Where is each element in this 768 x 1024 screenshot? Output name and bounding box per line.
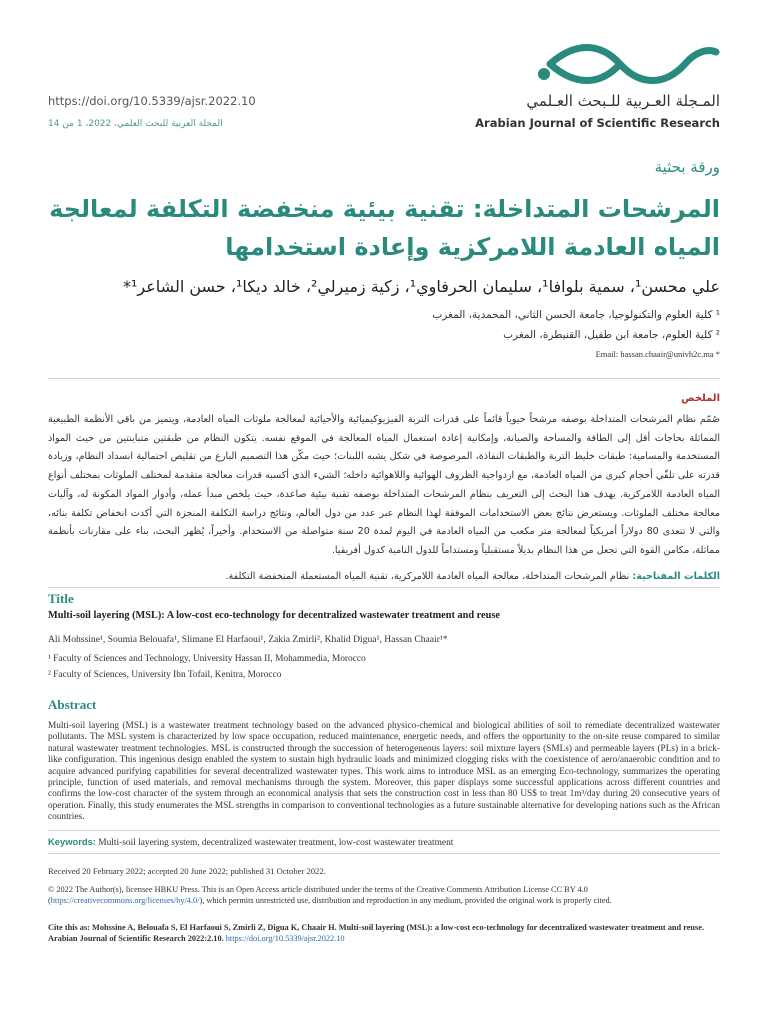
cite-label: Cite this as:	[48, 923, 90, 932]
divider	[48, 853, 720, 854]
divider	[48, 830, 720, 831]
cite-text: Mohssine A, Belouafa S, El Harfaoui S, Zmirli Z, Digua K, Chaair H. Multi-soil layering (MSL): a low-cost eco-technology for decentralized wastewater treatment and reuse. Arabian Journal of Scientific Research 2022:2.10.	[48, 923, 705, 944]
keywords-label-en: Keywords:	[48, 836, 96, 847]
article-title-en: Multi-soil layering (MSL): A low-cost eco-technology for decentralized wastewater treatment and reuse	[48, 610, 500, 621]
affiliation-ar-2: ² كلية العلوم، جامعة ابن طفيل، القنيطرة، المغرب	[503, 329, 720, 341]
title-heading-en: Title	[48, 591, 74, 606]
abstract-body-ar: صُمّم نظام المرشحات المتداخلة بوصفه مرشحاً حيوياً قائماً على قدرات التربة الفيزيوكيميائية والأحيائية لمعالجة ملوثات المياه العادمة، ويتميز من باقي الأنظمة الطبيعية المماثلة بحاجات أقل إلى الطاقة والمساحة والصيانة، وإمكانية إعادة استعمال المياه المعالجة في الموقع نفسه. يتكون النظام من طبقتين متباينتين من حيث المواد المستخدمة والمسامية: طبقات خليط التربة والطبقات النفاذة، المرصوصة في شكل يشبه اللبنات؛ حيث مكّن هذا التصميم البارع من تقليص احتمالية انسداد النظام، وزيادة قدرته على تلقّي أحجام كبرى من المياه العادمة، مع ازدواجية الظروف الهوائية واللاهوائية داخله؛ الشيء الذي أكسبه قدرات معالجة متقدمة لمختلف الملوثات بمختلف أنواع المياه العادمة اللامركزية. يهدف هذا البحث إلى التعريف بنظام المرشحات المتداخلة بوصفه تقنية بيئية صاعدة، حيث يلخص مبدأ عمله، وأدوار المواد المكونة له، وآليات معالجة مختلف الملوثات. ويستعرض نتائج بعض الاستخدامات الموفقة لهذا النظام عبر عدد من دول العالم، ونتائج دراسة التكلفة المنجزة التي أكدت انخفاض تكلفة بنائه، والتي لا تتعدى 80 دولاراً أمريكياً لمعالجة متر مكعب من المياه العادمة في اليوم لمدة 20 سنة متواصلة من الاستخدام. وأخيراً، يُظهر البحث، بناء على مقارنات بأنظمة مماثلة، مكامن القوة التي تجعل من هذا النظام بديلاً مستقبلياً ومستداماً للدول النامية كدول أفريقيا.	[48, 414, 720, 556]
keywords-text-en: Multi-soil layering system, decentralized wastewater treatment, low-cost wastewater treatment	[98, 838, 454, 848]
affiliation-ar-1: ¹ كلية العلوم والتكنولوجيا، جامعة الحسن الثاني، المحمدية، المغرب	[432, 309, 720, 321]
keywords-ar	[48, 571, 720, 582]
affiliation-en-1: ¹ Faculty of Sciences and Technology, University Hassan II, Mohammedia, Morocco	[48, 654, 366, 664]
keywords-text-ar: نظام المرشحات المتداخلة، معالجة المياه العادمة اللامركزية، تقنية المياه المستعملة المنخفضة التكلفة.	[225, 571, 630, 582]
abstract-body-en: Multi-soil layering (MSL) is a wastewater treatment technology based on the advanced physico-chemical and biological abilities of soil to remediate decentralized wastewater pollutants. The MSL system is characterized by low space occupation, reduced maintenance, energetic needs, and offers the opportunity to the on-site reuse compared to similar natural wastewater treatment technologies. MSL is constructed through the succession of heterogeneous layers: soil mixture layers (SMLs) and permeable layers (PLs) in a brick-like configuration. This ingenious design enabled the system to sustain high hydraulic loads and minimized clogging risks with the coexistence of aero/anaerobic condition and to acquire advanced purifying capabilities for several decentralized wastewater types. This work aims to introduce MSL as an emerging Eco-technology, summarizes the operating principle, function of used materials, and removal mechanisms through the system. Moreover, this paper displays some successful applications across different countries and confirms the low-cost character of the system through an economical analysis that sets the construction cost in less than 80 US$ to treat 1m³/day during 20 consecutive years of operation. Finally, this study enumerates the MSL strengths in comparison to conventional technologies as a future sustainable alternative for developing nations such as the African countries.	[48, 721, 720, 823]
citation	[48, 922, 720, 944]
corresponding-email[interactable]: Email: hassan.chaair@univh2c.ma *	[595, 349, 720, 359]
received-dates: Received 20 February 2022; accepted 20 June 2022; published 31 October 2022.	[48, 866, 326, 876]
divider	[48, 587, 720, 588]
authors-en: Ali Mohssine¹, Soumia Belouafa¹, Slimane El Harfaoui¹, Zakia Zmirli², Khalid Digua¹, Hassan Chaair¹*	[48, 634, 448, 645]
page-info: المجلة العربية للبحث العلمي، 2022، 1 من 14	[48, 119, 223, 129]
license-prefix: © 2022 The Author(s), licensee HBKU Press. This is an Open Access article distributed under the terms of the Creative Comments Attribution License CC BY 4.0 (	[48, 885, 588, 906]
abstract-heading-en: Abstract	[48, 697, 97, 712]
license-suffix: ), which permits unrestricted use, distribution and reproduction in any medium, provided the original work is properly cited.	[199, 896, 612, 906]
doi-link[interactable]: https://doi.org/10.5339/ajsr.2022.10	[48, 94, 256, 108]
article-type: ورقة بحثية	[654, 158, 720, 176]
keywords-en	[48, 836, 720, 848]
authors-ar: علي محسن¹، سمية بلوافا¹، سليمان الحرفاوي¹، زكية زميرلي²، خالد ديكا¹، حسن الشاعر¹*	[123, 277, 720, 296]
affiliation-en-2: ² Faculty of Sciences, University Ibn Tofail, Kenitra, Morocco	[48, 670, 282, 680]
journal-name-en: Arabian Journal of Scientific Research	[475, 116, 720, 130]
journal-logo	[475, 38, 720, 134]
journal-logo-mark	[480, 38, 720, 94]
cite-doi-link[interactable]: https://doi.org/10.5339/ajsr.2022.10	[225, 934, 345, 944]
journal-name-ar: المـجلة العـربية للـبحث العـلمي	[526, 92, 720, 110]
keywords-label-ar: الكلمات المفتاحية:	[632, 571, 720, 582]
abstract-heading-ar: الملخص	[681, 393, 720, 404]
license-link[interactable]: https://creativecommons.org/licenses/by/4.0/	[50, 896, 200, 906]
divider	[48, 378, 720, 379]
article-title-ar: المرشحات المتداخلة: تقنية بيئية منخفضة التكلفة لمعالجة المياه العادمة اللامركزية وإعادة استخدامها	[49, 195, 720, 261]
license-notice	[48, 884, 720, 906]
